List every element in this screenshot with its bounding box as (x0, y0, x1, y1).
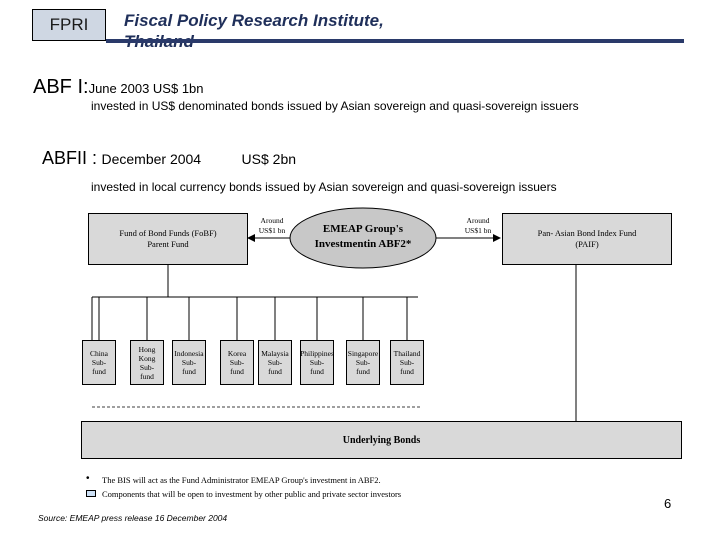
subfund-text: Sub- (309, 358, 325, 367)
underlying-bonds-box (81, 421, 682, 459)
legend-swatch (86, 490, 96, 497)
around-left-line2: US$1 bn (258, 226, 286, 235)
subfund-text: fund (182, 367, 196, 376)
paif-line2: (PAIF) (575, 239, 599, 249)
fobf-line2: Parent Fund (147, 239, 189, 249)
subfund-malaysia (258, 340, 292, 385)
abf1-label: ABF I: (33, 76, 89, 98)
around-right-line2: US$1 bn (464, 226, 492, 235)
fobf-line1: Fund of Bond Funds (FoBF) (119, 228, 217, 238)
around-left-label (252, 216, 292, 236)
subfund-text: Sub- (355, 358, 371, 367)
subfund-text: fund (400, 367, 414, 376)
subfund-text: Sub- (267, 358, 283, 367)
subfund-text: fund (92, 367, 106, 376)
subfund-philippines (300, 340, 334, 385)
subfund-text: Korea (227, 349, 247, 358)
around-right-line1: Around (466, 216, 490, 225)
subfund-text: fund (268, 367, 282, 376)
underlying-bonds-label: Underlying Bonds (342, 434, 421, 446)
subfund-indonesia (172, 340, 206, 385)
subfund-text: Sub- (229, 358, 245, 367)
subfund-text: Sub- (139, 362, 155, 372)
abf2-description: invested in local currency bonds issued by Asian sovereign and quasi-sovereign issuers (91, 180, 557, 194)
note-bullet: • (86, 473, 90, 484)
subfund-korea (220, 340, 254, 385)
subfund-text: China (90, 349, 108, 358)
abf2-label: ABFII : (42, 148, 98, 168)
subfund-drops (99, 297, 407, 340)
subfund-text: Sub- (181, 358, 197, 367)
subfund-text: fund (140, 371, 154, 381)
subfund-text: Sub- (399, 358, 415, 367)
fobf-parent-fund (88, 213, 248, 265)
abf2-amount: US$ 2bn (241, 151, 297, 167)
note-components: Components that will be open to investment by other public and private sector investors (102, 489, 402, 499)
subfund-singapore (346, 340, 380, 385)
abf1-date-amount: June 2003 US$ 1bn (88, 81, 204, 96)
note-bis: The BIS will act as the Fund Administrator EMEAP Group's investment in ABF2. (102, 475, 381, 485)
emeap-line1: EMEAP Group's (322, 223, 404, 235)
subfund-text: Sub- (91, 358, 107, 367)
around-left-line1: Around (260, 216, 284, 225)
subfund-text: Singapore (347, 349, 379, 358)
subfund-text: Hong (138, 344, 156, 354)
abf2-date: December 2004 (101, 151, 202, 167)
subfund-china (82, 340, 116, 385)
paif-box (502, 213, 672, 265)
title-line1: Fiscal Policy Research Institute, (124, 11, 384, 30)
paif-line1: Pan- Asian Bond Index Fund (537, 228, 637, 238)
subfund-text: fund (310, 367, 324, 376)
subfund-text: Kong (138, 353, 156, 363)
subfund-text: fund (356, 367, 370, 376)
logo-text: FPRI (49, 15, 89, 34)
subfund-text: Philippines (300, 349, 334, 358)
subfund-text: Indonesia (174, 349, 204, 358)
emeap-line2: Investmentin ABF2* (314, 238, 412, 250)
abf1-description: invested in US$ denominated bonds issued by Asian sovereign and quasi-sovereign issuers (91, 99, 579, 113)
page-number: 6 (664, 496, 672, 511)
subfund-text: Thailand (393, 349, 421, 358)
emeap-label (300, 222, 426, 252)
subfund-text: Malaysia (261, 349, 289, 358)
subfund-hong-kong (130, 340, 164, 385)
around-right-label (456, 216, 500, 236)
subfund-text: fund (230, 367, 244, 376)
source-citation: Source: EMEAP press release 16 December 2004 (38, 513, 228, 523)
subfund-thailand (390, 340, 424, 385)
